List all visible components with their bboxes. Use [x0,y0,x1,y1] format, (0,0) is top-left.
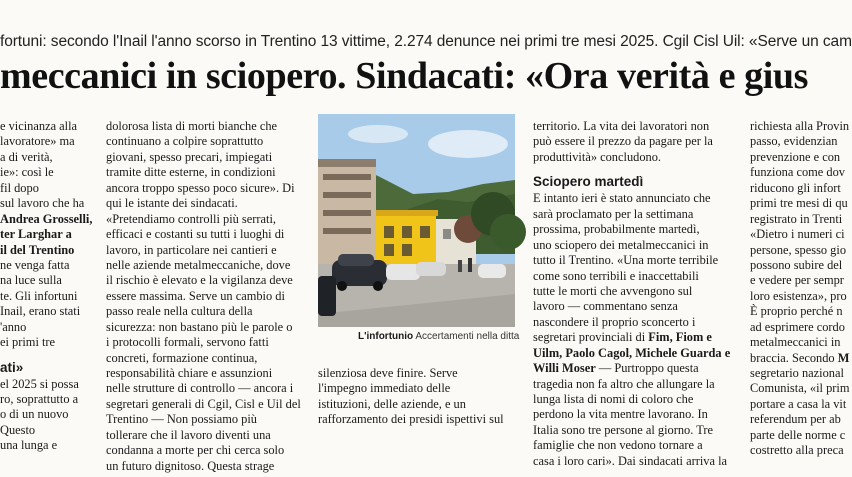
text-line: registrato in Trenti [750,211,843,226]
text-line: famiglie che non vedono tornare a [533,438,703,453]
text-line: e vedere per sempr [750,273,844,288]
article-photo [318,114,515,327]
text-line: fil dopo [0,180,39,195]
column-2 [106,119,306,474]
text-line: come sono terribili e inaccettabili [533,268,699,283]
text-line: tragedia non fa altro che allungare la [533,376,715,391]
text-line: segretari provinciali di Fim, Fiom e [533,330,712,345]
text-line: Inail, erano stati [0,304,81,319]
text-line: riducono gli infort [750,180,841,195]
text-line: segretario nazional [750,366,844,380]
text-line: nelle aziende metalmeccaniche, dove [106,257,291,272]
text-line: funziona come dov [750,165,845,180]
text-line: rafforzamento dei presidi ispettivi sul [318,412,504,427]
text-line: richiesta alla Provin [750,119,850,133]
text-line: lavoro, in particolare nei cantieri e [106,242,277,257]
text-line: prevenzione e con [750,149,841,164]
text-line: tutte le morti che avvengono sul [533,283,693,298]
text-line: tramite ditte esterne, in condizioni [106,165,276,180]
column-5 [750,119,850,459]
text-line: el 2025 si possa [0,376,79,391]
text-line: lunga lista di nomi di coloro che [533,392,694,406]
text-line: e vicinanza alla [0,119,78,133]
text-line: sicurezza: non bastano più le parole o [106,319,293,334]
text-line: persone, spesso gio [750,242,847,257]
column-3-bottom [318,366,523,428]
text-line: passo, evidenzian [750,134,838,149]
text-line: Questo [0,422,36,437]
text-line: produttività» concludono. [533,149,662,164]
text-line: l'impegno immediato delle [318,381,451,396]
text-line: metalmeccanici in [750,335,841,350]
text-line: ter Larghar a [0,227,72,242]
text-line: na luce sulla [0,273,62,288]
text-line: sul lavoro che ha [0,196,85,211]
text-line: un futuro dignitoso. Questa strage [106,458,275,473]
photo-factory-scene [318,114,515,327]
text-line: prossima, probabilmente martedì, [533,222,700,237]
text-line: lavoro — commentano senza [533,299,678,314]
column-1 [0,119,98,454]
text-line: istituzioni, delle aziende, e un [318,396,466,411]
text-line: condanna a morte per chi cerca solo [106,443,285,458]
article-headline: meccanici in sciopero. Sindacati: «Ora verità e gius [0,55,809,97]
text-line: ro, soprattutto a [0,392,79,406]
text-line: sarà proclamato per la settimana [533,206,694,221]
text-line: perdono la vita mentre lavorano. In [533,407,708,422]
text-line: a di verità, [0,149,53,164]
text-line: territorio. La vita dei lavoratori non [533,119,710,133]
text-line: Uilm, Paolo Cagol, Michele Guarda e [533,345,731,360]
text-line: concreti, formazione continua, [106,350,258,365]
section-subhead: ati» [0,359,24,375]
text-line: parte delle norme c [750,427,846,442]
text-line: silenziosa deve finire. Serve [318,366,458,380]
photo-caption [358,331,519,342]
text-line: tutto il Trentino. «Una morte terribile [533,253,719,268]
text-line: qui le istante dei sindacati. [106,196,238,211]
text-line: Italia sono tre persone al giorno. Tre [533,422,713,437]
text-line: primi tre mesi di qu [750,196,848,211]
article-kicker: fortuni: secondo l'Inail l'anno scorso in Trentino 13 vittime, 2.274 denunce nei primi tre mesi 2025. Cgil Cisl Uil: «Serve un cam [0,33,852,50]
text-line: segretari generali di Cgil, Cisl e Uil del [106,396,301,411]
text-line: possono subire del [750,257,843,272]
text-line: ad esprimere cordo [750,319,845,334]
text-line: essere massima. Serve un cambio di [106,288,285,303]
text-line: ancora troppo spesso poco sicure». Di [106,180,295,195]
column-4 [533,119,738,469]
text-line: responsabilità chiare e assunzioni [106,366,273,380]
text-line: «Dietro i numeri ci [750,227,845,242]
caption-title: L'infortunio [358,331,414,342]
text-line: o di un nuovo [0,407,69,422]
text-line: referendum per ab [750,412,841,427]
text-line: efficaci e costanti su tutti i luoghi di [106,227,285,242]
text-line: Comunista, «il prim [750,381,850,396]
text-line: Trentino — Non possiamo più [106,412,257,427]
caption-text: Accertamenti nella ditta [415,331,520,342]
text-line: ne venga fatta [0,257,70,272]
text-line: il del Trentino [0,242,75,257]
text-line: 'anno [0,319,27,334]
text-line: ie»: così le [0,165,54,180]
text-line: passo reale nella cultura della [106,304,253,319]
text-line: loro esistenza», pro [750,288,847,303]
text-line: nelle strutture di controllo — ancora i [106,381,294,396]
text-line: «Pretendiamo controlli più serrati, [106,211,276,226]
text-line: continuano a colpire soprattutto [106,134,264,149]
text-line: E intanto ieri è stato annunciato che [533,191,711,206]
text-line: dolorosa lista di morti bianche che [106,119,278,133]
text-line: lavoratore» ma [0,134,75,149]
text-line: tollerare che il lavoro diventi una [106,427,271,442]
text-line: braccia. Secondo M [750,350,850,365]
text-line: Willi Moser — Purtroppo questa [533,361,699,376]
text-line: casa i loro cari». Dai sindacati arriva la [533,453,728,468]
text-line: il rischio è elevato e la vigilanza deve [106,273,293,288]
text-line: Andrea Grosselli, [0,211,93,226]
text-line: te. Gli infortuni [0,288,78,303]
text-line: nascondere il proprio sconcerto i [533,314,696,329]
section-subhead: Sciopero martedì [533,174,644,190]
text-line: i protocolli formali, servono fatti [106,335,269,350]
text-line: giovani, spesso precari, impiegati [106,149,273,164]
text-line: ei primi tre [0,335,56,350]
text-line: È proprio perché n [750,304,843,319]
text-line: portare a casa la vit [750,396,847,411]
text-line: può essere il prezzo da pagare per la [533,134,713,149]
text-line: uno sciopero dei metalmeccanici in [533,237,709,252]
text-line: una lunga e [0,438,58,453]
text-line: costretto alla preca [750,443,844,458]
